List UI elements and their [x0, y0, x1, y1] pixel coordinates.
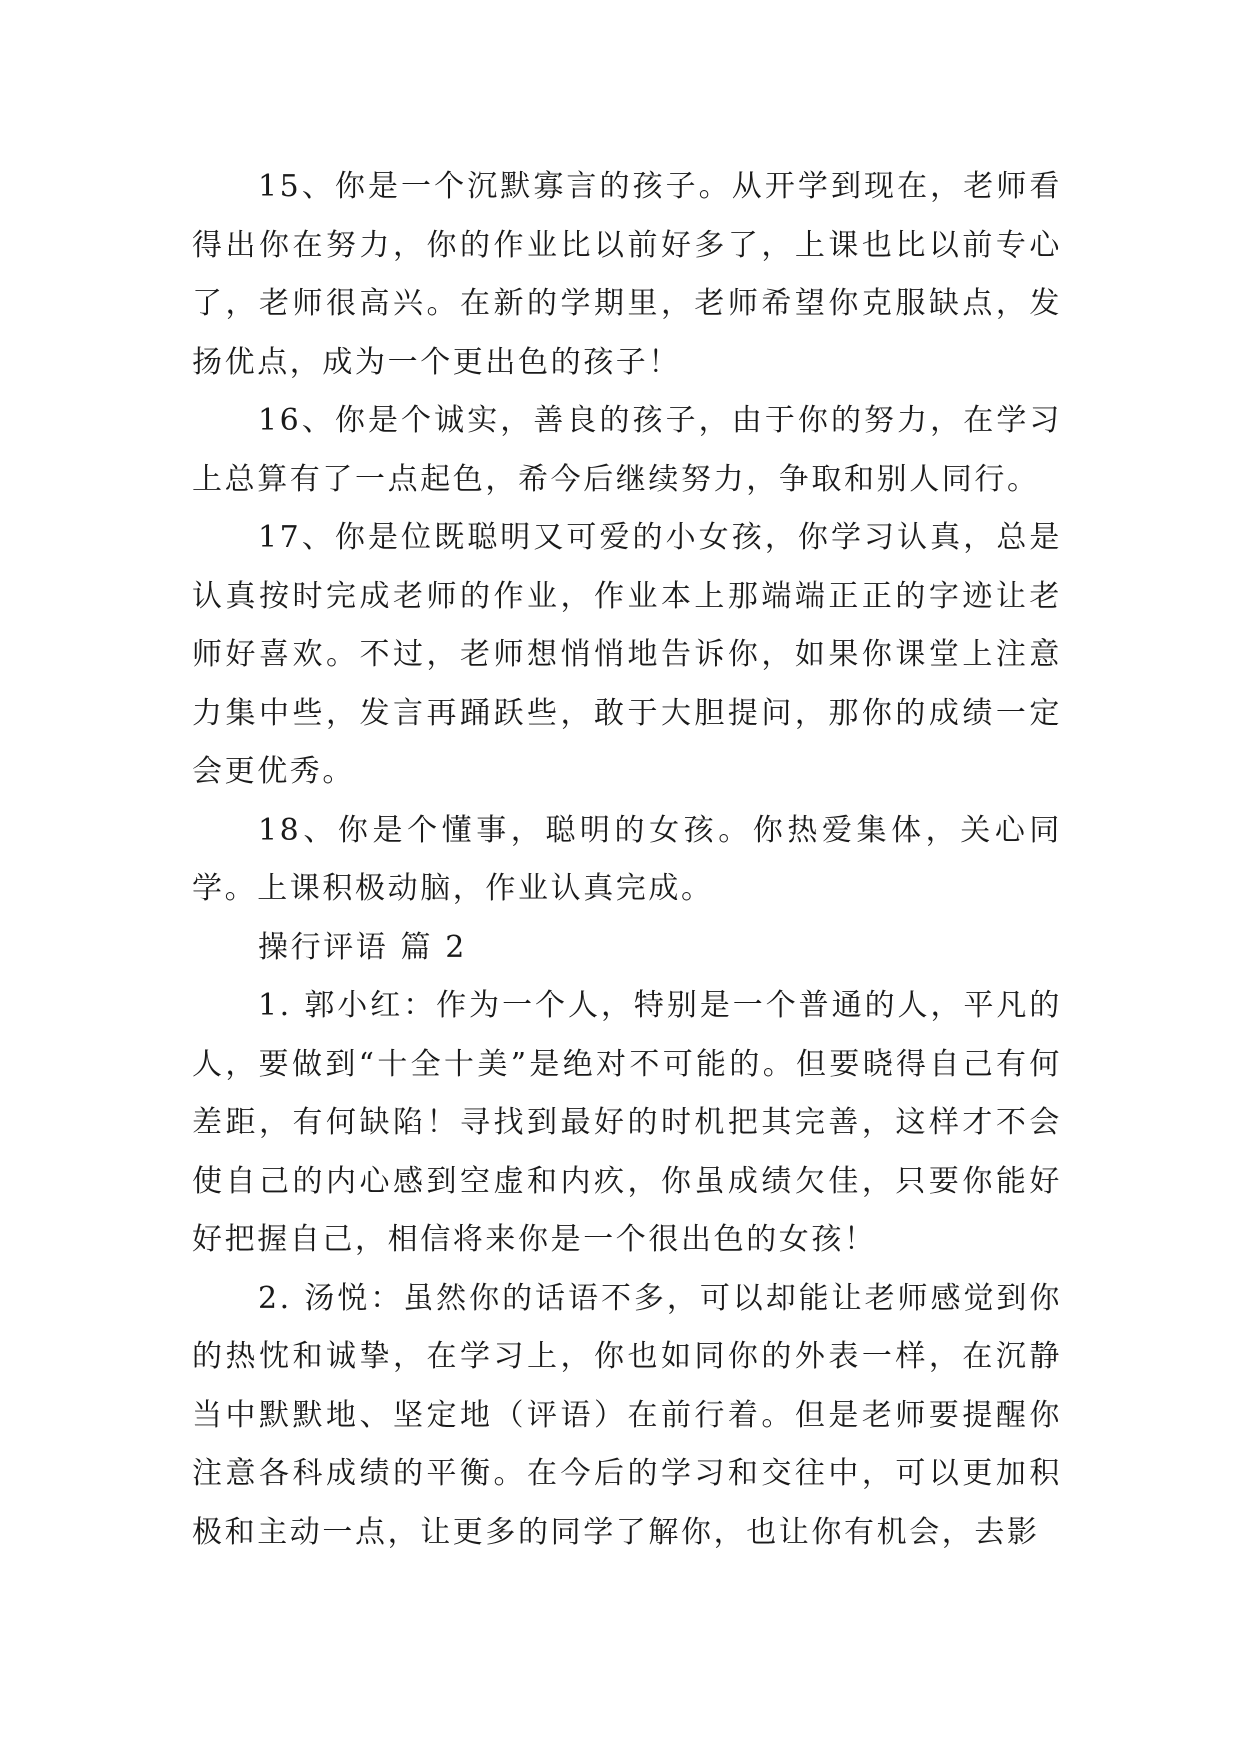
document-body — [192, 158, 1062, 1562]
comment-paragraph-tang-yue: 2. 汤悦：虽然你的话语不多，可以却能让老师感觉到你的热忱和诚挚，在学习上，你也如同你的外表一样，在沉静当中默默地、坚定地（评语）在前行着。但是老师要提醒你注意各科成绩的平衡。在今后的学习和交往中，可以更加积极和主动一点，让更多的同学了解你，也让你有机会，去影 — [192, 1280, 1062, 1550]
section-heading: 操行评语 篇 2 — [258, 929, 467, 965]
comment-paragraph-16: 16、你是个诚实，善良的孩子，由于你的努力，在学习上总算有了一点起色，希今后继续努力，争取和别人同行。 — [192, 403, 1062, 497]
comment-paragraph-guo-xiaohong: 1. 郭小红：作为一个人，特别是一个普通的人，平凡的人，要做到“十全十美”是绝对不可能的。但要晓得自己有何差距，有何缺陷！寻找到最好的时机把其完善，这样才不会使自己的内心感到空虚和内疚，你虽成绩欠佳，只要你能好好把握自己，相信将来你是一个很出色的女孩！ — [192, 988, 1062, 1257]
comment-paragraph-18: 18、你是个懂事，聪明的女孩。你热爱集体，关心同学。上课积极动脑，作业认真完成。 — [192, 812, 1062, 906]
comment-paragraph-17: 17、你是位既聪明又可爱的小女孩，你学习认真，总是认真按时完成老师的作业，作业本上那端端正正的字迹让老师好喜欢。不过，老师想悄悄地告诉你，如果你课堂上注意力集中些，发言再踊跃些，敢于大胆提问，那你的成绩一定会更优秀。 — [192, 520, 1062, 789]
comment-paragraph-15: 15、你是一个沉默寡言的孩子。从开学到现在，老师看得出你在努力，你的作业比以前好多了，上课也比以前专心了，老师很高兴。在新的学期里，老师希望你克服缺点，发扬优点，成为一个更出色的孩子！ — [192, 169, 1062, 380]
